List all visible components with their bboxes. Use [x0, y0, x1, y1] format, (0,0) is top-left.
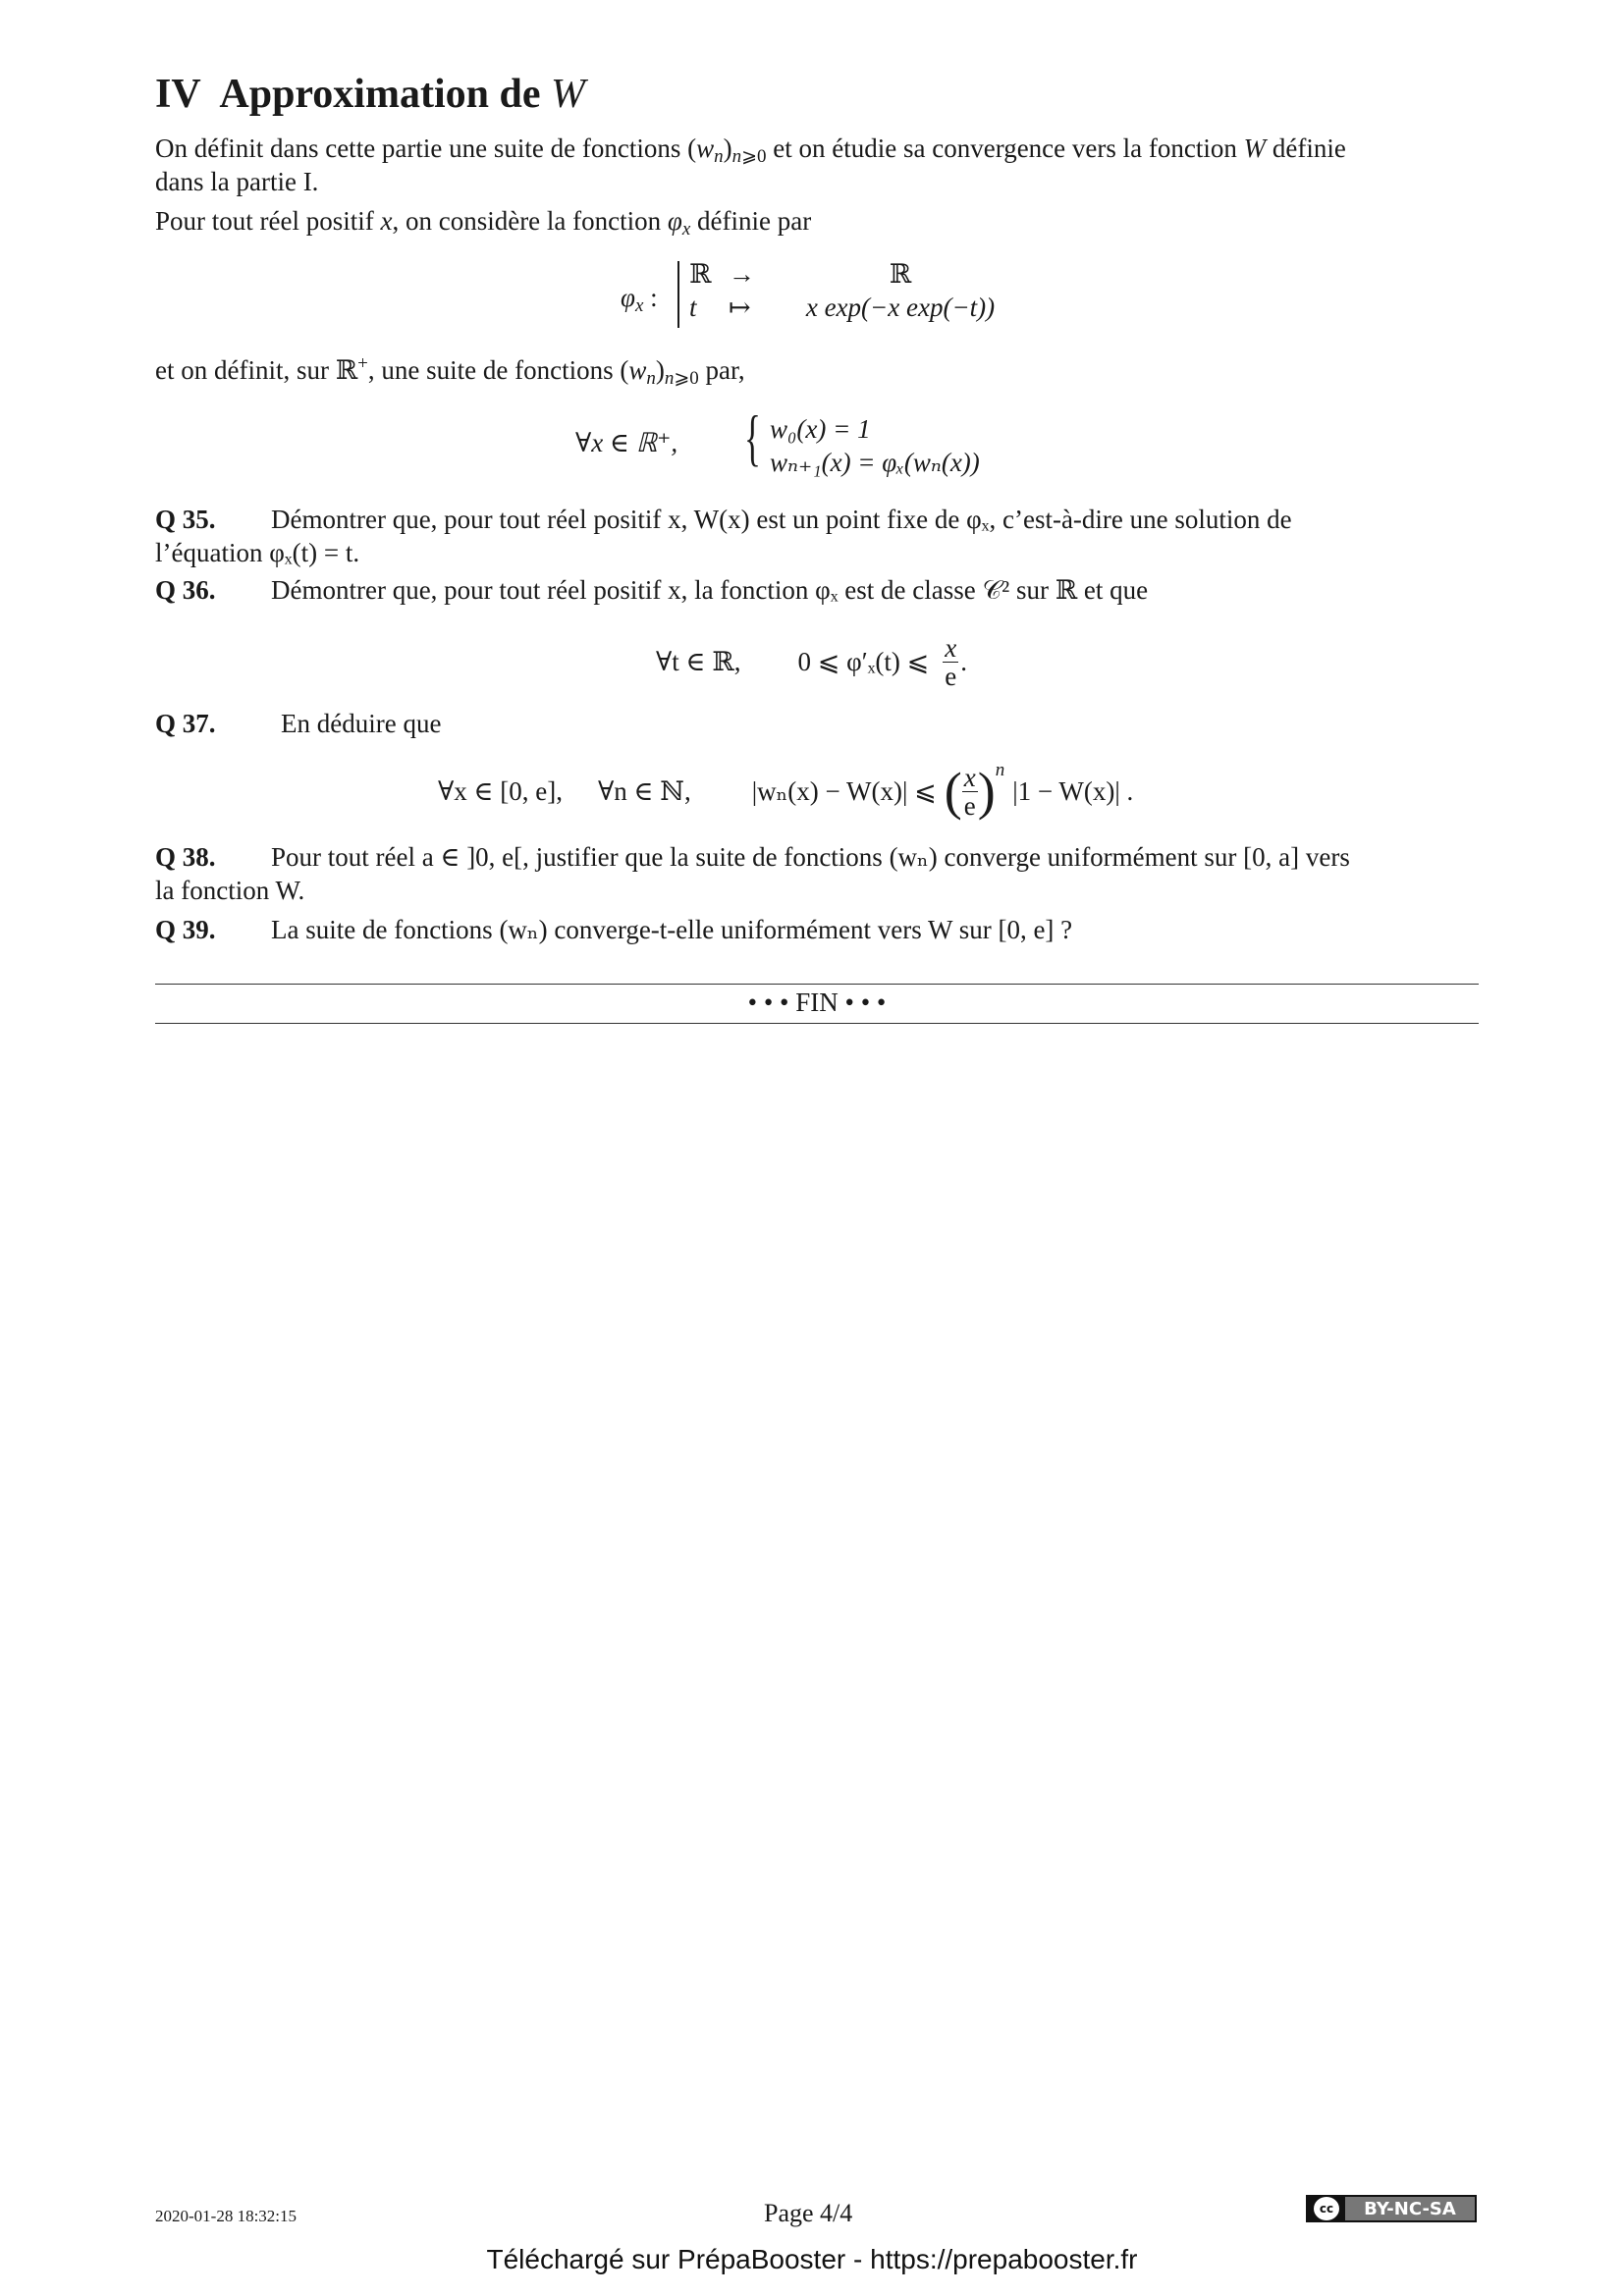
eq37-part: ∀x ∈ [0, e], — [438, 775, 563, 806]
end-marker: • • • FIN • • • — [747, 988, 887, 1017]
phi-label: $\varphi_x$ : — [621, 283, 658, 316]
eq37-part: |wₙ(x) − W(x)| ⩽ — [751, 775, 937, 806]
question-35 — [155, 503, 1479, 569]
intro-text: définie — [1272, 133, 1346, 163]
intro-text: Pour tout réel positif — [155, 206, 374, 236]
section-title-text: Approximation de — [219, 72, 541, 117]
question-label: Q 36. — [155, 575, 216, 605]
paren-close-icon: ) — [977, 762, 996, 821]
section-title-symbol: W — [550, 72, 585, 117]
license-text: BY-NC-SA — [1345, 2197, 1475, 2220]
seq-line-1: w₀(x) = 1 — [770, 414, 871, 444]
intro-text: On définit dans cette partie une suite de fonctions — [155, 133, 681, 163]
section-title — [155, 71, 585, 118]
question-36 — [155, 573, 1479, 607]
question-label: Q 35. — [155, 505, 216, 534]
eq36-end: . — [960, 646, 968, 676]
footer-page-number: Page 4/4 — [764, 2199, 853, 2227]
intro-paragraph-2: Pour tout réel positif x, on considère la fonction $\varphi_x$ définie par — [155, 206, 812, 240]
intro-text: définie par — [697, 206, 812, 236]
eq36-quantifier: ∀t ∈ ℝ, — [656, 646, 741, 676]
map-expr: x exp(−x exp(−t)) — [805, 293, 996, 322]
question-text: En déduire que — [281, 709, 442, 738]
map-var: t — [689, 293, 697, 322]
question-text: Pour tout réel a ∈ ]0, e[, justifier que la suite de fonctions (wₙ) converge uniformément sur [0, a] vers — [271, 842, 1350, 872]
question-label: Q 37. — [155, 709, 216, 738]
map-codomain: ℝ — [889, 259, 912, 289]
section-number: IV — [155, 72, 201, 117]
seq-line-2: wₙ₊₁(x) = φₓ(wₙ(x)) — [770, 448, 980, 477]
equation-36 — [656, 624, 967, 699]
end-rule-top — [155, 984, 1479, 985]
intro-text: , on considère la fonction — [392, 206, 662, 236]
question-text: la fonction W. — [155, 876, 305, 905]
question-text: l’équation φₓ(t) = t. — [155, 538, 360, 567]
map-bar — [677, 261, 679, 328]
download-link[interactable]: Téléchargé sur PrépaBooster - https://prepabooster.fr — [486, 2244, 1138, 2274]
seq-def-text: et on définit, sur ℝ+, une suite de fonctions $(w_n)_{n⩾0}$ par, — [155, 353, 745, 389]
question-39 — [155, 913, 1479, 946]
seq-forall: ∀x ∈ ℝ⁺, — [575, 428, 678, 457]
map-domain: ℝ — [689, 259, 712, 289]
question-38 — [155, 840, 1479, 907]
intro-paragraph: On définit dans cette partie une suite de fonctions $(w_n)_{n⩾0}$ et on étudie sa convergence vers la fonction W définie dans la partie I. — [155, 133, 1346, 196]
question-label: Q 38. — [155, 842, 216, 872]
map-arrow: → — [729, 259, 755, 289]
brace-icon: { — [744, 402, 761, 472]
eq37-den: e — [963, 790, 976, 821]
eq37-exponent: n — [995, 760, 1005, 780]
license-badge — [1306, 2195, 1477, 2222]
intro-text: dans la partie I. — [155, 167, 319, 196]
eq37-fraction — [962, 764, 978, 820]
eq36-inequality: 0 ⩽ φ′ₓ(t) ⩽ — [797, 646, 930, 676]
intro-text: et on étudie sa convergence vers la fonction — [773, 133, 1237, 163]
footer-timestamp: 2020-01-28 18:32:15 — [155, 2207, 298, 2225]
paren-open-icon: ( — [944, 762, 962, 821]
eq37-part: ∀n ∈ ℕ, — [598, 775, 691, 806]
seq-text: par, — [705, 355, 745, 385]
question-text: La suite de fonctions (wₙ) converge-t-elle uniformément vers W sur [0, e] ? — [271, 915, 1073, 944]
question-text: Démontrer que, pour tout réel positif x, W(x) est un point fixe de φₓ, c’est-à-dire une solution de — [271, 505, 1292, 534]
eq37-num: x — [963, 762, 976, 792]
question-text: Démontrer que, pour tout réel positif x, la fonction φₓ est de classe 𝒞² sur ℝ et que — [271, 575, 1149, 605]
seq-system — [770, 412, 980, 479]
cc-icon: cc — [1314, 2197, 1339, 2220]
question-label: Q 39. — [155, 915, 216, 944]
end-rule-bottom — [155, 1023, 1479, 1024]
map-table — [689, 259, 1013, 326]
map-mapsto: ↦ — [729, 293, 751, 322]
eq36-num: x — [945, 632, 957, 663]
eq36-den: e — [945, 661, 957, 691]
question-37 — [155, 707, 1479, 740]
seq-text: , une suite de fonctions — [367, 355, 614, 385]
eq37-part: |1 − W(x)| . — [1012, 775, 1134, 806]
eq36-fraction — [943, 634, 958, 690]
equation-37 — [438, 752, 1133, 830]
seq-text: et on définit, sur — [155, 355, 329, 385]
